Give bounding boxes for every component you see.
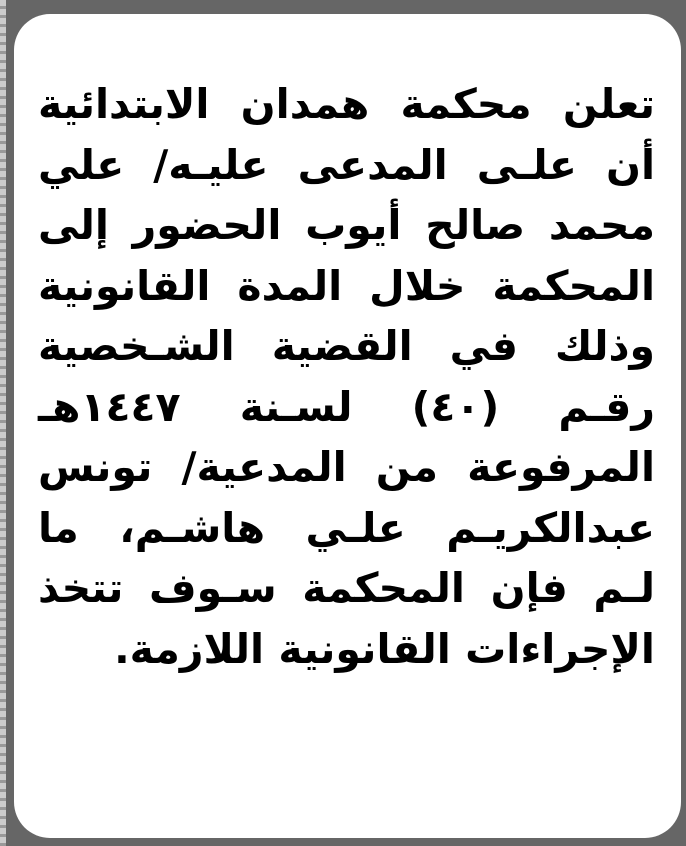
notice-line: رقـم (٤٠) لسـنة ١٤٤٧هـ — [38, 382, 655, 431]
notice-line: عبدالكريـم علـي هاشـم، ما — [38, 503, 655, 552]
notice-line: وذلك في القضية الشـخصية — [38, 322, 655, 370]
notice-line: الإجراءات القانونية اللازمة. — [114, 624, 655, 673]
page-edge-stripe — [0, 0, 6, 846]
court-notice-text — [38, 74, 655, 679]
notice-line: لـم فإن المحكمة سـوف تتخذ — [38, 564, 655, 612]
notice-line: أن علـى المدعى عليـه/ علي — [38, 140, 655, 189]
notice-line: تعلن محكمة همدان الابتدائية — [38, 80, 655, 128]
notice-box — [14, 14, 681, 838]
notice-line: المحكمة خلال المدة القانونية — [38, 261, 655, 310]
notice-line: المرفوعة من المدعية/ تونس — [38, 443, 655, 491]
notice-line: محمد صالح أيوب الحضور إلى — [38, 201, 655, 249]
